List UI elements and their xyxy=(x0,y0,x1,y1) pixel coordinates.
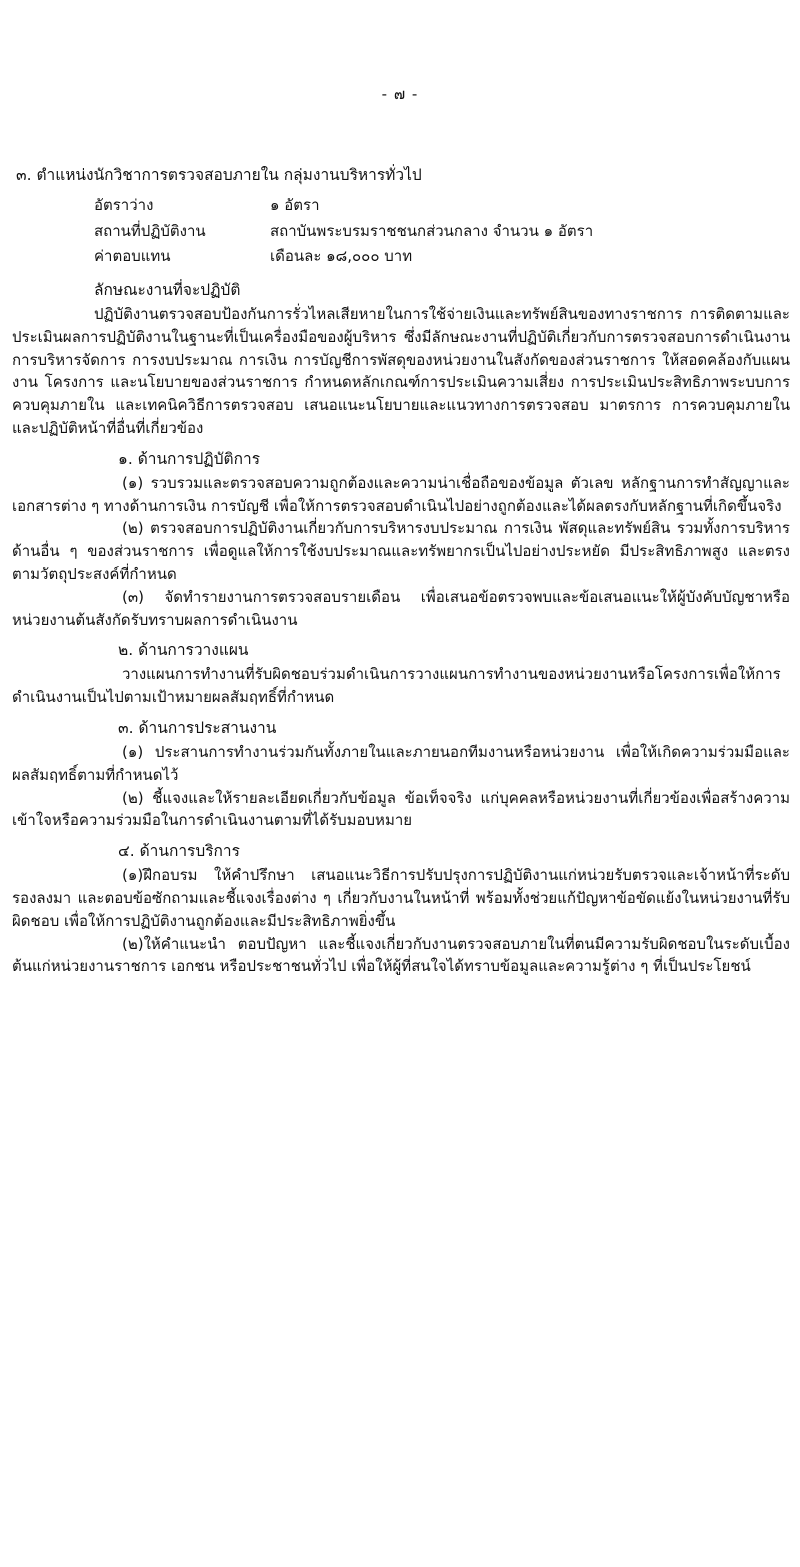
field-label-workplace: สถานที่ปฏิบัติงาน xyxy=(94,221,206,240)
position-heading: ๓. ตำแหน่งนักวิชาการตรวจสอบภายใน กลุ่มงานบริหารทั่วไป xyxy=(16,166,422,184)
section-operations xyxy=(6,446,794,632)
section-title-service: ๔. ด้านการบริการ xyxy=(118,842,240,861)
section-item: (๑) รวบรวมและตรวจสอบความถูกต้องและความน่าเชื่อถือของข้อมูล ตัวเลข หลักฐานการทำสัญญาและเอกสารต่าง ๆ ทางด้านการเงิน การบัญชี เพื่อให้การตรวจสอบดำเนินไปอย่างถูกต้องและได้ผลตรงกับหลักฐานที่เกิดขึ้นจริง xyxy=(12,473,790,515)
section-planning xyxy=(6,637,794,709)
field-value-workplace: สถาบันพระบรมราชชนกส่วนกลาง จำนวน ๑ อัตรา xyxy=(270,221,594,240)
job-description-intro: ปฏิบัติงานตรวจสอบป้องกันการรั่วไหลเสียหายในการใช้จ่ายเงินและทรัพย์สินของทางราชการ การติดตามและประเมินผลการปฏิบัติงานในฐานะที่เป็นเครื่องมือของผู้บริหาร ซึ่งมีลักษณะงานที่ปฏิบัติเกี่ยวกับการตรวจสอบการดำเนินงาน การบริหารจัดการ การงบประมาณ การเงิน การบัญชีการพัสดุของหน่วยงานในสังกัดของส่วนราชการ ให้สอดคล้องกับแผนงาน โครงการ และนโยบายของส่วนราชการ กำหนดหลักเกณฑ์การประเมินความเสี่ยง การประเมินประสิทธิภาพระบบการควบคุมภายใน และเทคนิควิธีการตรวจสอบ เสนอแนะนโยบายและแนวทางการตรวจสอบ มาตรการ การควบคุมภายใน และปฏิบัติหน้าที่อื่นที่เกี่ยวข้อง xyxy=(12,305,790,437)
section-item: (๒) ชี้แจงและให้รายละเอียดเกี่ยวกับข้อมูล ข้อเท็จจริง แก่บุคคลหรือหน่วยงานที่เกี่ยวข้องเพื่อสร้างความเข้าใจหรือความร่วมมือในการดำเนินงานตามที่ได้รับมอบหมาย xyxy=(12,788,790,830)
job-description-title: ลักษณะงานที่จะปฏิบัติ xyxy=(94,281,241,299)
section-item: วางแผนการทำงานที่รับผิดชอบร่วมดำเนินการวางแผนการทำงานของหน่วยงานหรือโครงการเพื่อให้การดำเนินงานเป็นไปตามเป้าหมายผลสัมฤทธิ์ที่กำหนด xyxy=(12,665,781,707)
table-row xyxy=(94,244,593,269)
section-title-planning: ๒. ด้านการวางแผน xyxy=(118,641,249,660)
section-coordination xyxy=(6,715,794,832)
table-row xyxy=(94,219,593,244)
field-label-vacancy: อัตราว่าง xyxy=(94,196,154,215)
section-title-operations: ๑. ด้านการปฏิบัติการ xyxy=(118,449,261,468)
section-service xyxy=(6,838,794,978)
field-value-vacancy: ๑ อัตรา xyxy=(270,196,320,215)
field-label-salary: ค่าตอบแทน xyxy=(94,246,171,265)
document-page xyxy=(0,82,800,1567)
section-item: (๑)ฝึกอบรม ให้คำปรึกษา เสนอแนะวิธีการปรับปรุงการปฏิบัติงานแก่หน่วยรับตรวจและเจ้าหน้าที่ระดับรองลงมา และตอบข้อซักถามและชี้แจงเรื่องต่าง ๆ เกี่ยวกับงานในหน้าที่ พร้อมทั้งช่วยแก้ปัญหาข้อขัดแย้งในหน่วยงานที่รับผิดชอบ เพื่อให้การปฏิบัติงานถูกต้องและมีประสิทธิภาพยิ่งขึ้น xyxy=(12,866,790,930)
page-number: - ๗ - xyxy=(381,85,419,103)
position-details-table xyxy=(94,193,593,269)
section-item: (๑) ประสานการทำงานร่วมกันทั้งภายในและภายนอกทีมงานหรือหน่วยงาน เพื่อให้เกิดความร่วมมือและผลสัมฤทธิ์ตามที่กำหนดไว้ xyxy=(12,742,790,784)
section-item: (๓) จัดทำรายงานการตรวจสอบรายเดือน เพื่อเสนอข้อตรวจพบและข้อเสนอแนะให้ผู้บังคับบัญชาหรือหน่วยงานต้นสังกัดรับทราบผลการดำเนินงาน xyxy=(12,587,790,629)
section-item: (๒)ให้คำแนะนำ ตอบปัญหา และชี้แจงเกี่ยวกับงานตรวจสอบภายในที่ตนมีความรับผิดชอบในระดับเบื้องต้นแก่หน่วยงานราชการ เอกชน หรือประชาชนทั่วไป เพื่อให้ผู้ที่สนใจได้ทราบข้อมูลและความรู้ต่าง ๆ ที่เป็นประโยชน์ xyxy=(12,934,790,976)
table-row xyxy=(94,193,593,218)
section-item: (๒) ตรวจสอบการปฏิบัติงานเกี่ยวกับการบริหารงบประมาณ การเงิน พัสดุและทรัพย์สิน รวมทั้งการบริหารด้านอื่น ๆ ของส่วนราชการ เพื่อดูแลให้การใช้งบประมาณและทรัพยากรเป็นไปอย่างประหยัด มีประสิทธิภาพสูง และตรงตามวัตถุประสงค์ที่กำหนด xyxy=(12,519,790,583)
field-value-salary: เดือนละ ๑๘,๐๐๐ บาท xyxy=(270,246,413,265)
section-title-coordination: ๓. ด้านการประสานงาน xyxy=(118,718,277,737)
document-content xyxy=(0,164,800,978)
